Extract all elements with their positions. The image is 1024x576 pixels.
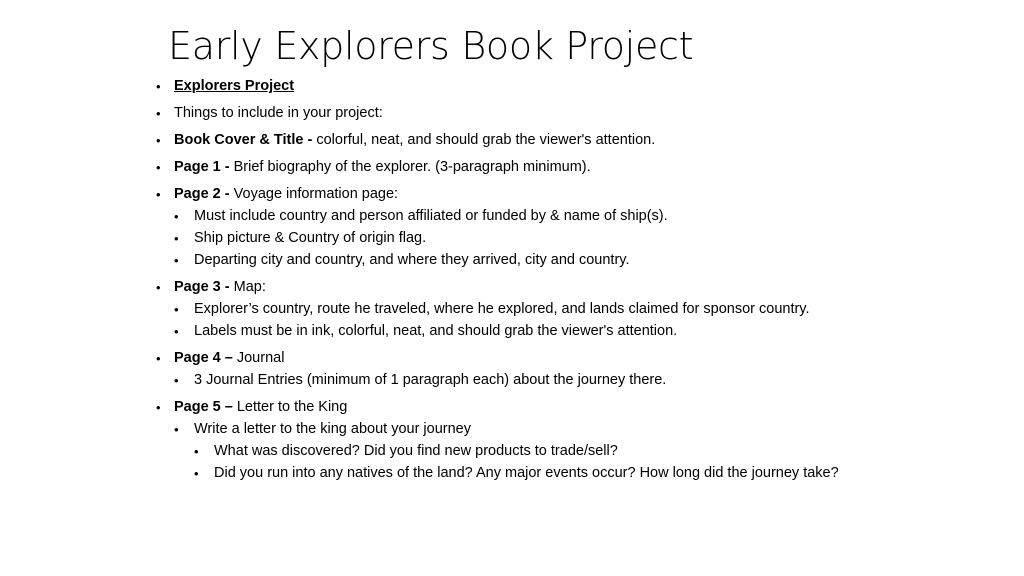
list-item-text: Letter to the King [232, 399, 348, 415]
list-item [156, 132, 846, 149]
bullet-icon: • [156, 160, 161, 175]
list-item-text: Map: [229, 279, 266, 295]
bullet-icon: • [174, 373, 179, 388]
bullet-icon: • [156, 106, 161, 121]
bullet-icon: • [174, 302, 179, 317]
sub-list-item-text: Write a letter to the king about your journey [194, 421, 471, 437]
slide-title: Early Explorers Book Project [168, 24, 694, 68]
list-item-heading: Explorers Project [174, 78, 295, 94]
sub-list-item [174, 301, 846, 318]
list-item [156, 186, 846, 269]
bullet-icon: • [156, 187, 161, 202]
sub-list-item-text: Explorer’s country, route he traveled, where he explored, and lands claimed for sponsor country. [194, 301, 810, 317]
bullet-icon: • [156, 400, 161, 415]
sub-list [174, 372, 846, 389]
list-item-text: Journal [232, 350, 285, 366]
bullet-icon: • [174, 209, 179, 224]
list-item-label: Page 2 - [174, 186, 230, 202]
sub-list [174, 301, 846, 340]
slide-body [156, 78, 846, 482]
list-item [156, 105, 846, 122]
sub-list-item-text: 3 Journal Entries (minimum of 1 paragraph each) about the journey there. [194, 372, 667, 388]
list-item-label: Book Cover & Title - [174, 132, 313, 148]
sub-list-item [174, 421, 846, 482]
sub-list-item [174, 323, 846, 340]
list-item-label: Page 5 – [174, 399, 233, 415]
bullet-icon: • [174, 324, 179, 339]
bullet-icon: • [156, 280, 161, 295]
list-item [156, 350, 846, 389]
list-item [156, 159, 846, 176]
sub-list-item-text: Must include country and person affiliated or funded by & name of ship(s). [194, 208, 668, 224]
sub-list-item-text: Labels must be in ink, colorful, neat, and should grab the viewer's attention. [194, 323, 678, 339]
sub-sub-list-item-text: What was discovered? Did you find new products to trade/sell? [214, 443, 618, 459]
bullet-icon: • [156, 79, 161, 94]
bullet-icon: • [174, 422, 179, 437]
list-item-text: colorful, neat, and should grab the viewer's attention. [312, 132, 656, 148]
list-item-label: Page 4 – [174, 350, 233, 366]
sub-sub-list-item [194, 465, 846, 482]
bullet-icon: • [174, 253, 179, 268]
list-item-text: Brief biography of the explorer. (3-paragraph minimum). [229, 159, 591, 175]
list-item-text: Voyage information page: [229, 186, 399, 202]
list-item [156, 279, 846, 340]
sub-sub-list-item [194, 443, 846, 460]
sub-list-item [174, 252, 846, 269]
bullet-icon: • [174, 231, 179, 246]
sub-list-item-text: Ship picture & Country of origin flag. [194, 230, 427, 246]
sub-list-item [174, 230, 846, 247]
list-item-label: Page 3 - [174, 279, 230, 295]
list-item-text: Things to include in your project: [174, 105, 383, 121]
bullet-icon: • [156, 351, 161, 366]
sub-sub-list [194, 443, 846, 482]
sub-list [174, 421, 846, 482]
bullet-list [156, 78, 846, 482]
sub-list-item-text: Departing city and country, and where they arrived, city and country. [194, 252, 630, 268]
bullet-icon: • [156, 133, 161, 148]
bullet-icon: • [194, 444, 199, 459]
list-item-label: Page 1 - [174, 159, 230, 175]
list-item [156, 78, 846, 95]
list-item [156, 399, 846, 482]
bullet-icon: • [194, 466, 199, 481]
sub-list [174, 208, 846, 269]
sub-list-item [174, 372, 846, 389]
sub-list-item [174, 208, 846, 225]
sub-sub-list-item-text: Did you run into any natives of the land? Any major events occur? How long did the journey take? [214, 465, 839, 481]
